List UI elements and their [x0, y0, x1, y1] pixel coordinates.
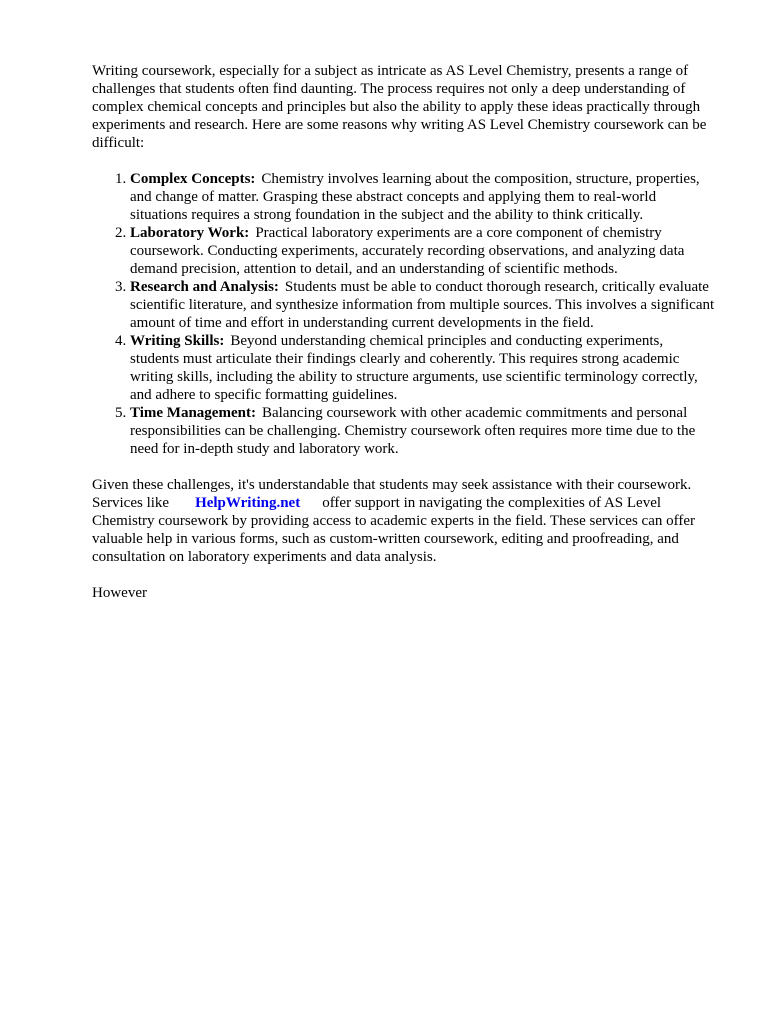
list-item — [130, 224, 716, 278]
list-item — [130, 278, 716, 332]
final-paragraph: However — [92, 585, 147, 601]
list-item-title: Research and Analysis: — [130, 279, 279, 295]
list-item-text: Students must be able to conduct thorough research, critically evaluate scientific literature, and synthesize information from multiple sources. This involves a significant amount of time and effort in understanding current developments in the field. — [130, 279, 715, 331]
list-item-title: Complex Concepts: — [130, 171, 256, 187]
list-item — [130, 332, 716, 404]
list-item — [130, 404, 716, 458]
intro-paragraph: Writing coursework, especially for a subject as intricate as AS Level Chemistry, presents a range of challenges that students often find daunting. The process requires not only a deep understanding of complex chemical concepts and principles but also the ability to apply these ideas practically through experiments and research. Here are some reasons why writing AS Level Chemistry coursework can be difficult: — [92, 63, 707, 151]
list-item-title: Writing Skills: — [130, 333, 225, 349]
list-item-title: Laboratory Work: — [130, 225, 250, 241]
list-item — [130, 170, 716, 224]
list-item-title: Time Management: — [130, 405, 256, 421]
document-page — [92, 62, 716, 602]
closing-text-before-link: Given these challenges, it's understandable that students may seek assistance with their coursework. Services like — [92, 477, 692, 511]
closing-text-after-link: offer support in navigating the complexities of AS Level Chemistry coursework by providing access to academic experts in the field. These services can offer valuable help in various forms, such as custom-written coursework, editing and proofreading, and consultation on laboratory experiments and data analysis. — [92, 495, 695, 565]
reasons-list — [92, 170, 716, 458]
list-item-text: Balancing coursework with other academic commitments and personal responsibilities can be challenging. Chemistry coursework often requires more time due to the need for in-depth study and laboratory work. — [130, 405, 696, 457]
helpwriting-link[interactable]: HelpWriting.net — [195, 495, 301, 511]
list-item-text: Practical laboratory experiments are a core component of chemistry coursework. Conducting experiments, accurately recording observations, and analyzing data demand precision, attention to detail, and an understanding of scientific methods. — [130, 225, 685, 277]
list-item-text: Beyond understanding chemical principles and conducting experiments, students must articulate their findings clearly and coherently. This requires strong academic writing skills, including the ability to structure arguments, use scientific terminology correctly, and adhere to specific formatting guidelines. — [130, 333, 698, 403]
list-item-text: Chemistry involves learning about the composition, structure, properties, and change of matter. Grasping these abstract concepts and applying them to real-world situations requires a strong foundation in the subject and the ability to think critically. — [130, 171, 700, 223]
closing-paragraph — [92, 476, 716, 566]
